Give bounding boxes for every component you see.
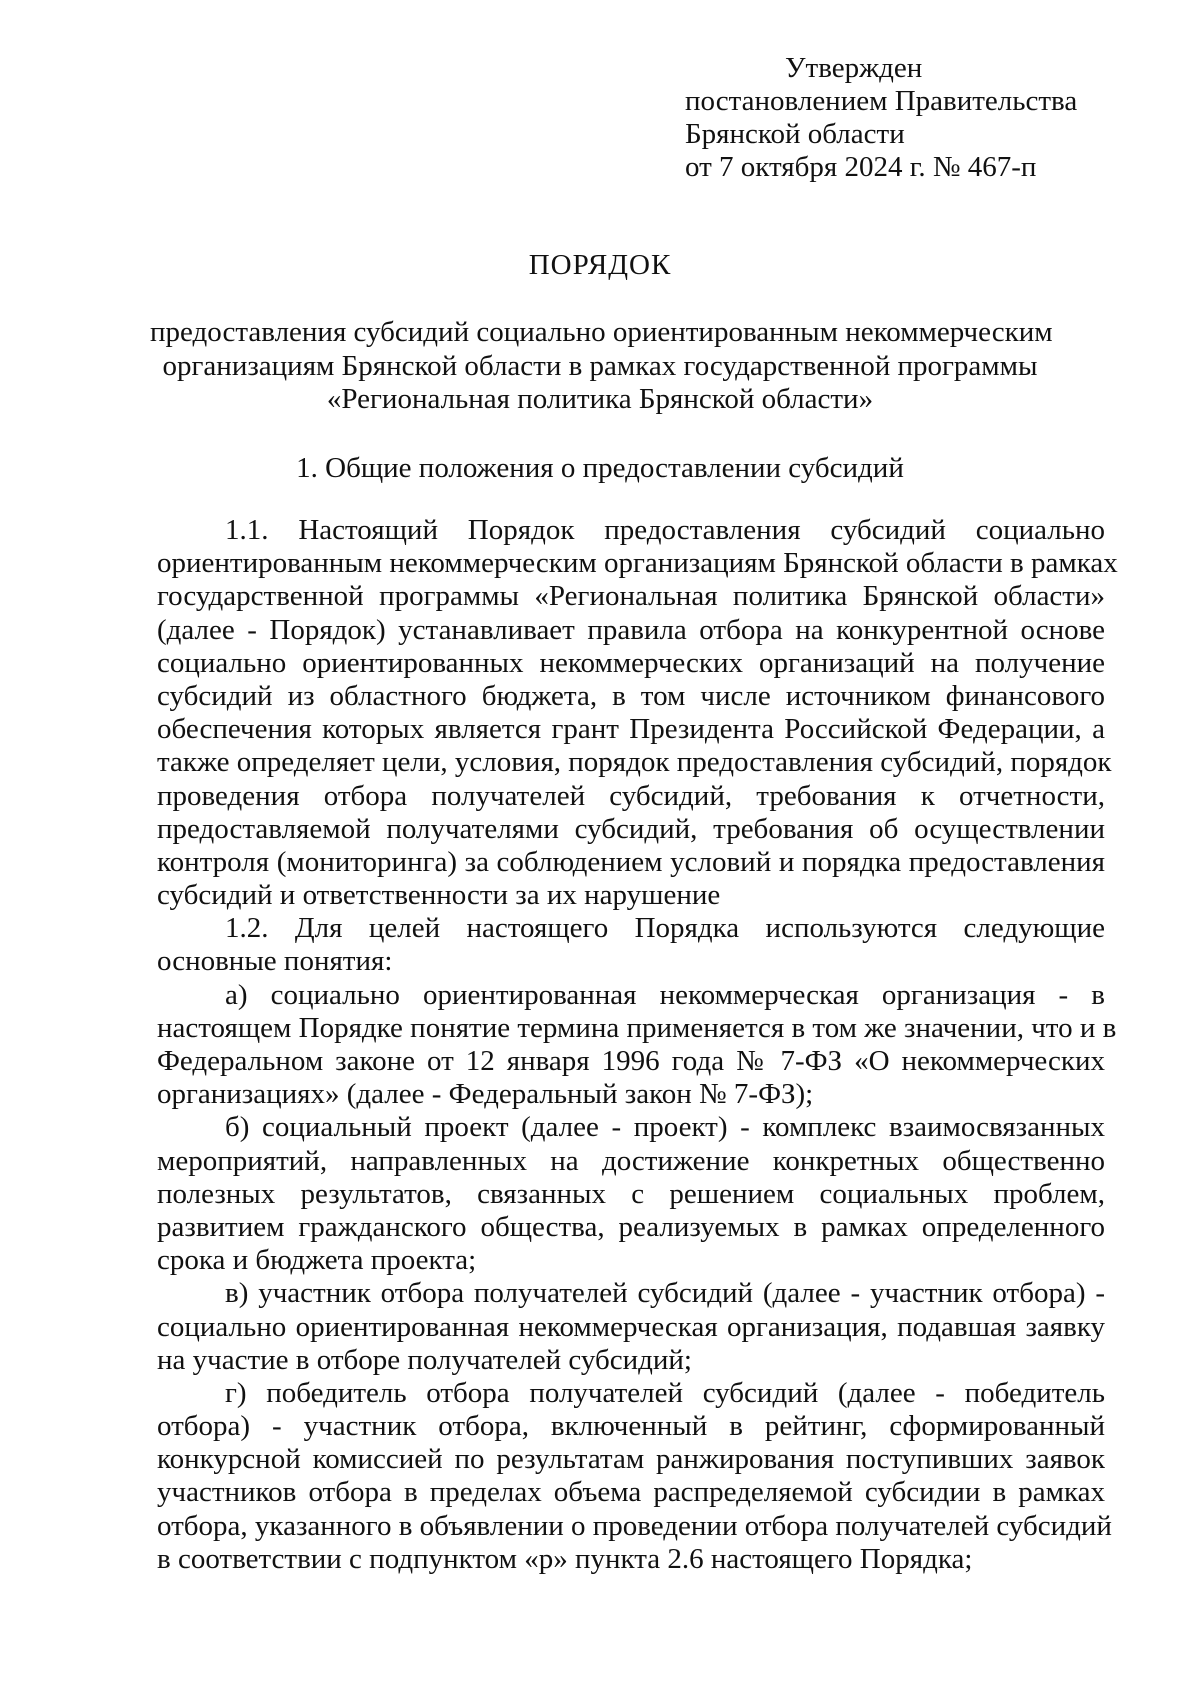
body-line: полезных результатов, связанных с решением социальных проблем,: [157, 1177, 1105, 1210]
body-line: 1.2. Для целей настоящего Порядка используются следующие: [225, 912, 1105, 945]
body-line: субсидий и ответственности за их нарушение: [157, 879, 721, 912]
body-line: г) победитель отбора получателей субсидий (далее - победитель: [225, 1376, 1105, 1409]
subtitle-line: организациям Брянской области в рамках государственной программы: [162, 349, 1038, 382]
body-line: контроля (мониторинга) за соблюдением условий и порядка предоставления: [157, 845, 1105, 878]
body-line: в соответствии с подпунктом «р» пункта 2.6 настоящего Порядка;: [157, 1542, 973, 1575]
body-line: отбора, указанного в объявлении о проведении отбора получателей субсидий: [157, 1509, 1112, 1542]
body-text: [157, 514, 1118, 1576]
body-line: (далее - Порядок) устанавливает правила отбора на конкурентной основе: [157, 613, 1105, 646]
body-line: срока и бюджета проекта;: [157, 1244, 477, 1277]
body-line: предоставляемой получателями субсидий, требования об осуществлении: [157, 812, 1105, 845]
body-line: 1.1. Настоящий Порядок предоставления субсидий социально: [225, 514, 1105, 546]
body-line: а) социально ориентированная некоммерческая организация - в: [225, 978, 1105, 1011]
subtitle-line: предоставления субсидий социально ориентированным некоммерческим: [150, 316, 1053, 348]
body-line: настоящем Порядке понятие термина применяется в том же значении, что и в: [157, 1011, 1117, 1044]
approval-line: постановлением Правительства: [685, 85, 1078, 117]
document-subtitle: [150, 316, 1053, 417]
body-line: участников отбора в пределах объема распределяемой субсидии в рамках: [157, 1476, 1105, 1509]
approval-stamp: [685, 52, 1077, 184]
body-line: в) участник отбора получателей субсидий (далее - участник отбора) -: [225, 1277, 1105, 1310]
body-line: Федеральном законе от 12 января 1996 года № 7-ФЗ «О некоммерческих: [157, 1045, 1105, 1077]
approval-line: от 7 октября 2024 г. № 467-п: [685, 151, 1037, 183]
section-heading: 1. Общие положения о предоставлении субсидий: [296, 452, 904, 484]
approval-line: Брянской области: [685, 118, 905, 150]
body-line: социально ориентированных некоммерческих организаций на получение: [157, 646, 1105, 679]
body-line: б) социальный проект (далее - проект) - комплекс взаимосвязанных: [225, 1111, 1105, 1144]
body-line: проведения отбора получателей субсидий, требования к отчетности,: [157, 779, 1105, 812]
body-line: социально ориентированная некоммерческая организация, подавшая заявку: [157, 1310, 1105, 1343]
body-line: на участие в отборе получателей субсидий;: [157, 1343, 692, 1376]
document-title: ПОРЯДОК: [528, 249, 672, 281]
body-line: конкурсной комиссией по результатам ранжирования поступивших заявок: [157, 1443, 1105, 1476]
subtitle-line: «Региональная политика Брянской области»: [326, 383, 874, 415]
body-line: мероприятий, направленных на достижение конкретных общественно: [157, 1144, 1105, 1177]
body-line: обеспечения которых является грант Президента Российской Федерации, а: [157, 713, 1105, 746]
body-line: субсидий из областного бюджета, в том числе источником финансового: [157, 679, 1105, 712]
body-line: развитием гражданского общества, реализуемых в рамках определенного: [157, 1210, 1105, 1243]
body-line: основные понятия:: [157, 945, 393, 978]
body-line: организациях» (далее - Федеральный закон № 7-ФЗ);: [157, 1078, 814, 1111]
body-line: также определяет цели, условия, порядок предоставления субсидий, порядок: [157, 746, 1112, 779]
approval-line: Утвержден: [785, 52, 923, 84]
body-line: государственной программы «Региональная политика Брянской области»: [157, 580, 1105, 613]
body-line: ориентированным некоммерческим организациям Брянской области в рамках: [157, 547, 1118, 580]
body-line: отбора) - участник отбора, включенный в рейтинг, сформированный: [157, 1410, 1105, 1443]
